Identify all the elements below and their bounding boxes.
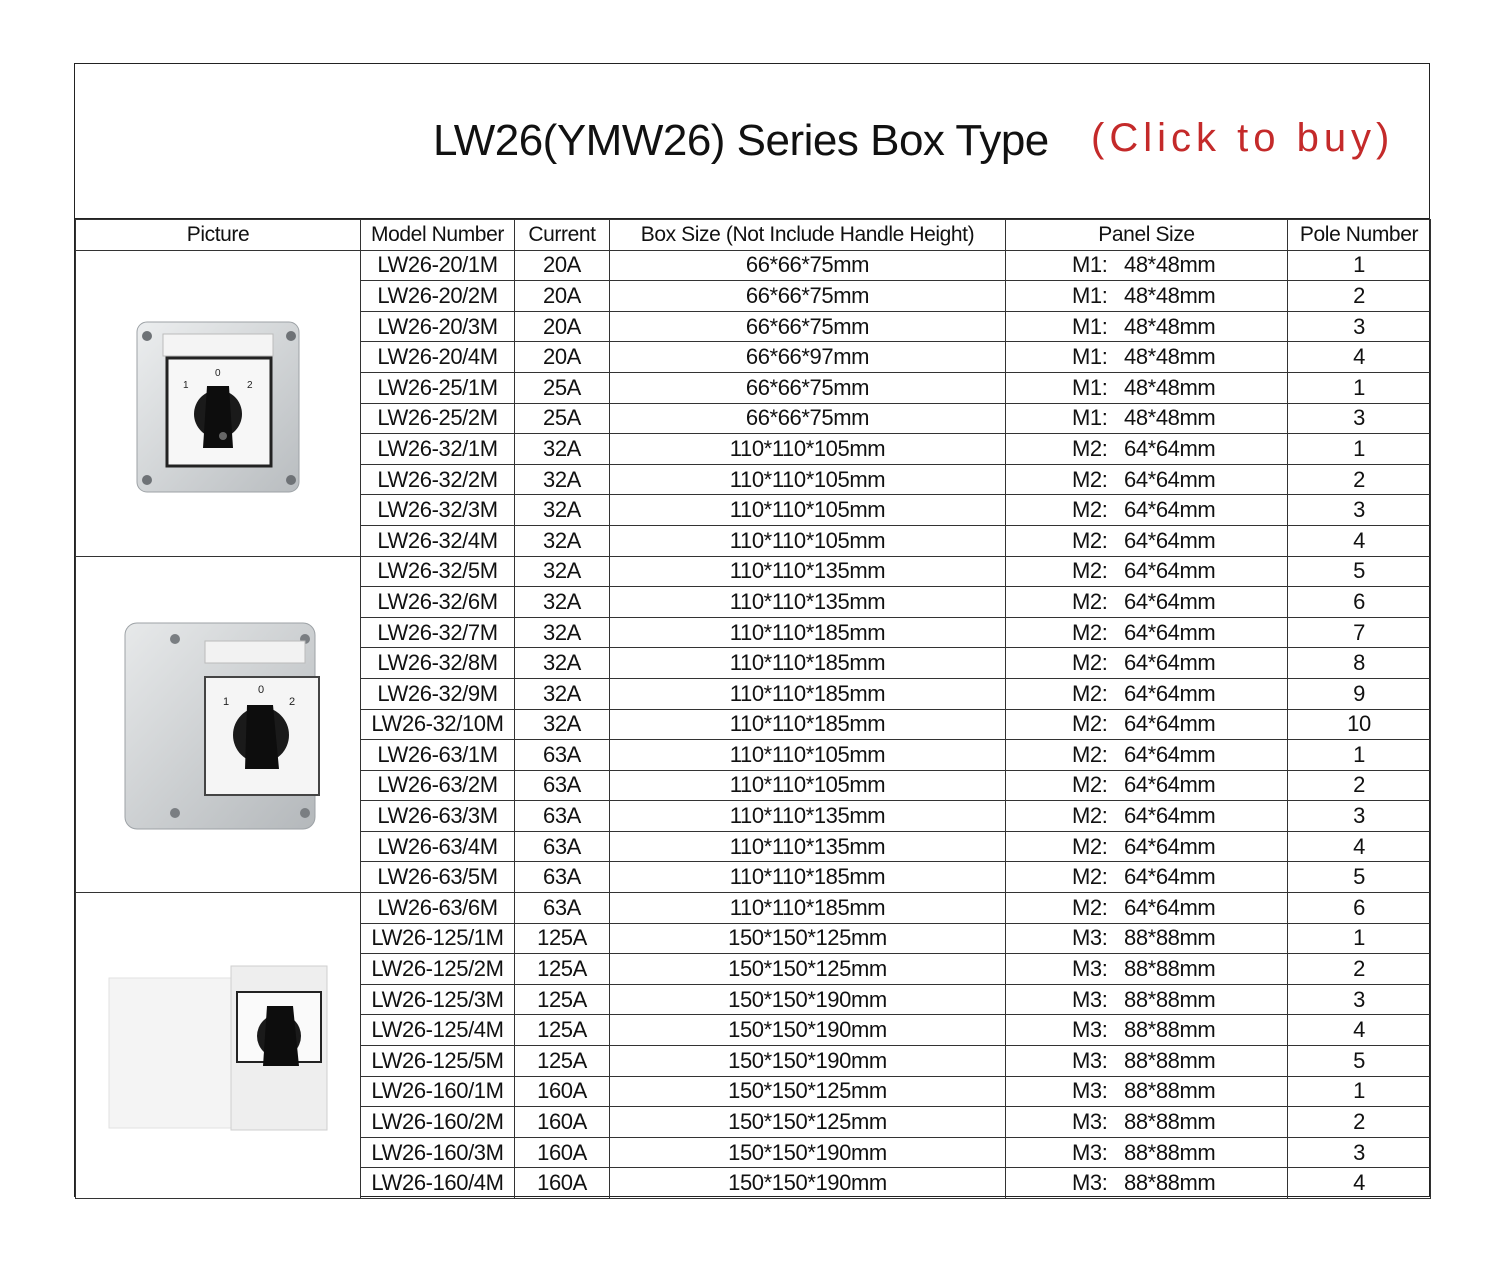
model-number-cell: LW26-125/3M	[361, 984, 515, 1015]
dial-mark-2: 2	[289, 696, 295, 709]
panel-size-cell	[1006, 1015, 1288, 1046]
table-row	[76, 250, 1431, 281]
pole-number-cell: 10	[1288, 709, 1431, 740]
current-cell: 63A	[515, 801, 610, 832]
pole-number-cell: 5	[1288, 556, 1431, 587]
panel-size-cell	[1006, 403, 1288, 434]
panel-dimension: 88*88mm	[1124, 1047, 1216, 1073]
panel-size-cell	[1006, 495, 1288, 526]
panel-size-cell	[1006, 342, 1288, 373]
panel-code: M3:	[1072, 1017, 1108, 1043]
pole-number-cell: 1	[1288, 923, 1431, 954]
panel-dimension: 64*64mm	[1124, 741, 1216, 767]
panel-dimension: 64*64mm	[1124, 772, 1216, 798]
page-title: LW26(YMW26) Series Box Type	[433, 116, 1049, 165]
box-size-cell: 110*110*105mm	[610, 434, 1006, 465]
box-size-cell: 150*150*190mm	[610, 1046, 1006, 1077]
model-number-cell: LW26-125/2M	[361, 954, 515, 985]
panel-dimension: 88*88mm	[1124, 1139, 1216, 1165]
header-picture: Picture	[76, 220, 361, 251]
panel-dimension: 88*88mm	[1124, 1017, 1216, 1043]
current-cell: 63A	[515, 893, 610, 924]
panel-dimension: 64*64mm	[1124, 588, 1216, 614]
current-cell: 63A	[515, 862, 610, 893]
current-cell: 160A	[515, 1168, 610, 1199]
panel-code: M1:	[1072, 374, 1108, 400]
pole-number-cell: 4	[1288, 525, 1431, 556]
panel-code: M1:	[1072, 344, 1108, 370]
panel-size-cell	[1006, 556, 1288, 587]
panel-dimension: 88*88mm	[1124, 986, 1216, 1012]
panel-code: M2:	[1072, 864, 1108, 890]
panel-size-cell	[1006, 770, 1288, 801]
panel-size-cell	[1006, 250, 1288, 281]
model-number-cell: LW26-32/6M	[361, 587, 515, 618]
current-cell: 63A	[515, 770, 610, 801]
header-current: Current	[515, 220, 610, 251]
current-cell: 32A	[515, 709, 610, 740]
box-size-cell: 150*150*125mm	[610, 1107, 1006, 1138]
panel-code: M3:	[1072, 1047, 1108, 1073]
model-number-cell: LW26-125/5M	[361, 1046, 515, 1077]
model-number-cell: LW26-63/1M	[361, 740, 515, 771]
model-number-cell: LW26-20/4M	[361, 342, 515, 373]
panel-size-cell	[1006, 372, 1288, 403]
model-number-cell: LW26-25/1M	[361, 372, 515, 403]
current-cell: 32A	[515, 495, 610, 526]
box-size-cell: 150*150*190mm	[610, 1137, 1006, 1168]
pole-number-cell: 2	[1288, 281, 1431, 312]
model-number-cell: LW26-32/9M	[361, 678, 515, 709]
current-cell: 32A	[515, 556, 610, 587]
model-number-cell: LW26-32/7M	[361, 617, 515, 648]
dial-mark-2: 2	[247, 380, 253, 392]
model-number-cell: LW26-32/5M	[361, 556, 515, 587]
panel-code: M1:	[1072, 282, 1108, 308]
model-number-cell: LW26-32/10M	[361, 709, 515, 740]
model-number-cell: LW26-160/1M	[361, 1076, 515, 1107]
box-size-cell: 110*110*135mm	[610, 801, 1006, 832]
box-size-cell: 150*150*190mm	[610, 1168, 1006, 1199]
panel-size-cell	[1006, 587, 1288, 618]
panel-code: M1:	[1072, 313, 1108, 339]
panel-dimension: 64*64mm	[1124, 650, 1216, 676]
current-cell: 63A	[515, 831, 610, 862]
model-number-cell: LW26-32/2M	[361, 464, 515, 495]
panel-code: M3:	[1072, 1109, 1108, 1135]
model-number-cell: LW26-32/1M	[361, 434, 515, 465]
panel-code: M2:	[1072, 833, 1108, 859]
panel-code: M2:	[1072, 588, 1108, 614]
box-size-cell: 110*110*135mm	[610, 831, 1006, 862]
box-size-cell: 110*110*105mm	[610, 464, 1006, 495]
panel-dimension: 48*48mm	[1124, 344, 1216, 370]
current-cell: 63A	[515, 740, 610, 771]
pole-number-cell: 1	[1288, 372, 1431, 403]
panel-size-cell	[1006, 740, 1288, 771]
pole-number-cell: 3	[1288, 403, 1431, 434]
panel-size-cell	[1006, 1076, 1288, 1107]
panel-code: M2:	[1072, 803, 1108, 829]
box-switch-medium-photo	[76, 609, 360, 839]
pole-number-cell: 2	[1288, 1107, 1431, 1138]
panel-size-cell	[1006, 311, 1288, 342]
panel-dimension: 64*64mm	[1124, 864, 1216, 890]
pole-number-cell: 8	[1288, 648, 1431, 679]
panel-dimension: 88*88mm	[1124, 925, 1216, 951]
panel-dimension: 64*64mm	[1124, 466, 1216, 492]
current-cell: 32A	[515, 678, 610, 709]
current-cell: 20A	[515, 250, 610, 281]
panel-size-cell	[1006, 281, 1288, 312]
panel-code: M3:	[1072, 956, 1108, 982]
box-size-cell: 150*150*190mm	[610, 984, 1006, 1015]
box-size-cell: 110*110*185mm	[610, 862, 1006, 893]
model-number-cell: LW26-20/2M	[361, 281, 515, 312]
panel-dimension: 48*48mm	[1124, 374, 1216, 400]
box-size-cell: 110*110*105mm	[610, 770, 1006, 801]
dial-mark-0: 0	[215, 368, 221, 380]
current-cell: 32A	[515, 464, 610, 495]
current-cell: 160A	[515, 1076, 610, 1107]
panel-size-cell	[1006, 893, 1288, 924]
model-number-cell: LW26-32/4M	[361, 525, 515, 556]
current-cell: 125A	[515, 954, 610, 985]
panel-code: M3:	[1072, 925, 1108, 951]
box-size-cell: 66*66*97mm	[610, 342, 1006, 373]
table-row	[76, 893, 1431, 924]
pole-number-cell: 5	[1288, 1046, 1431, 1077]
model-number-cell: LW26-20/3M	[361, 311, 515, 342]
picture-cell	[76, 556, 361, 893]
panel-size-cell	[1006, 617, 1288, 648]
panel-size-cell	[1006, 678, 1288, 709]
panel-code: M2:	[1072, 527, 1108, 553]
pole-number-cell: 4	[1288, 831, 1431, 862]
panel-code: M1:	[1072, 252, 1108, 278]
box-size-cell: 110*110*135mm	[610, 556, 1006, 587]
panel-dimension: 48*48mm	[1124, 313, 1216, 339]
panel-code: M2:	[1072, 650, 1108, 676]
panel-size-cell	[1006, 1168, 1288, 1199]
dial-mark-0: 0	[258, 684, 264, 697]
panel-code: M2:	[1072, 619, 1108, 645]
current-cell: 32A	[515, 434, 610, 465]
current-cell: 32A	[515, 525, 610, 556]
box-size-cell: 110*110*185mm	[610, 709, 1006, 740]
box-size-cell: 66*66*75mm	[610, 403, 1006, 434]
box-size-cell: 110*110*185mm	[610, 617, 1006, 648]
panel-code: M3:	[1072, 1170, 1108, 1196]
header-pole-number: Pole Number	[1288, 220, 1431, 251]
current-cell: 32A	[515, 587, 610, 618]
header-row	[76, 220, 1431, 251]
dial-mark-1: 1	[183, 380, 189, 392]
box-size-cell: 150*150*125mm	[610, 1076, 1006, 1107]
panel-dimension: 88*88mm	[1124, 1170, 1216, 1196]
box-switch-small-photo	[76, 308, 360, 498]
panel-dimension: 88*88mm	[1124, 1109, 1216, 1135]
panel-code: M3:	[1072, 986, 1108, 1012]
panel-size-cell	[1006, 923, 1288, 954]
pole-number-cell: 4	[1288, 342, 1431, 373]
model-number-cell: LW26-63/5M	[361, 862, 515, 893]
pole-number-cell: 3	[1288, 495, 1431, 526]
pole-number-cell: 5	[1288, 862, 1431, 893]
box-size-cell: 150*150*125mm	[610, 954, 1006, 985]
spec-table	[75, 219, 1431, 1199]
pole-number-cell: 2	[1288, 954, 1431, 985]
panel-dimension: 88*88mm	[1124, 1078, 1216, 1104]
box-size-cell: 150*150*125mm	[610, 923, 1006, 954]
panel-dimension: 48*48mm	[1124, 282, 1216, 308]
panel-dimension: 88*88mm	[1124, 956, 1216, 982]
title-bar	[75, 64, 1429, 219]
panel-code: M2:	[1072, 435, 1108, 461]
header-box-size: Box Size (Not Include Handle Height)	[610, 220, 1006, 251]
box-size-cell: 150*150*190mm	[610, 1015, 1006, 1046]
pole-number-cell: 6	[1288, 587, 1431, 618]
panel-code: M2:	[1072, 497, 1108, 523]
panel-size-cell	[1006, 831, 1288, 862]
box-size-cell: 66*66*75mm	[610, 372, 1006, 403]
current-cell: 20A	[515, 281, 610, 312]
panel-code: M3:	[1072, 1139, 1108, 1165]
model-number-cell: LW26-63/4M	[361, 831, 515, 862]
panel-size-cell	[1006, 1046, 1288, 1077]
pole-number-cell: 1	[1288, 740, 1431, 771]
panel-size-cell	[1006, 525, 1288, 556]
panel-size-cell	[1006, 984, 1288, 1015]
box-size-cell: 66*66*75mm	[610, 311, 1006, 342]
picture-cell	[76, 893, 361, 1199]
panel-dimension: 64*64mm	[1124, 894, 1216, 920]
pole-number-cell: 3	[1288, 801, 1431, 832]
panel-dimension: 64*64mm	[1124, 497, 1216, 523]
panel-code: M3:	[1072, 1078, 1108, 1104]
current-cell: 32A	[515, 617, 610, 648]
pole-number-cell: 1	[1288, 434, 1431, 465]
model-number-cell: LW26-32/8M	[361, 648, 515, 679]
current-cell: 125A	[515, 923, 610, 954]
panel-size-cell	[1006, 1137, 1288, 1168]
panel-size-cell	[1006, 648, 1288, 679]
panel-dimension: 48*48mm	[1124, 252, 1216, 278]
panel-size-cell	[1006, 1107, 1288, 1138]
panel-dimension: 48*48mm	[1124, 405, 1216, 431]
box-size-cell: 110*110*105mm	[610, 740, 1006, 771]
panel-size-cell	[1006, 464, 1288, 495]
panel-dimension: 64*64mm	[1124, 527, 1216, 553]
box-size-cell: 110*110*105mm	[610, 525, 1006, 556]
box-size-cell: 110*110*135mm	[610, 587, 1006, 618]
panel-code: M2:	[1072, 466, 1108, 492]
pole-number-cell: 3	[1288, 311, 1431, 342]
click-to-buy-link[interactable]: (Click to buy)	[1091, 116, 1395, 160]
panel-dimension: 64*64mm	[1124, 711, 1216, 737]
model-number-cell: LW26-63/3M	[361, 801, 515, 832]
model-number-cell: LW26-125/1M	[361, 923, 515, 954]
pole-number-cell: 7	[1288, 617, 1431, 648]
pole-number-cell: 1	[1288, 1076, 1431, 1107]
panel-dimension: 64*64mm	[1124, 619, 1216, 645]
picture-cell	[76, 250, 361, 556]
header-model-number: Model Number	[361, 220, 515, 251]
panel-size-cell	[1006, 709, 1288, 740]
current-cell: 125A	[515, 984, 610, 1015]
panel-size-cell	[1006, 801, 1288, 832]
current-cell: 160A	[515, 1107, 610, 1138]
panel-code: M2:	[1072, 711, 1108, 737]
model-number-cell: LW26-63/6M	[361, 893, 515, 924]
box-size-cell: 66*66*75mm	[610, 250, 1006, 281]
current-cell: 25A	[515, 403, 610, 434]
current-cell: 125A	[515, 1046, 610, 1077]
current-cell: 25A	[515, 372, 610, 403]
current-cell: 20A	[515, 311, 610, 342]
panel-code: M2:	[1072, 894, 1108, 920]
table-row	[76, 556, 1431, 587]
panel-dimension: 64*64mm	[1124, 803, 1216, 829]
model-number-cell: LW26-125/4M	[361, 1015, 515, 1046]
panel-code: M2:	[1072, 558, 1108, 584]
current-cell: 160A	[515, 1137, 610, 1168]
box-size-cell: 110*110*105mm	[610, 495, 1006, 526]
pole-number-cell: 3	[1288, 1137, 1431, 1168]
model-number-cell: LW26-160/4M	[361, 1168, 515, 1199]
model-number-cell: LW26-32/3M	[361, 495, 515, 526]
pole-number-cell: 1	[1288, 250, 1431, 281]
panel-code: M2:	[1072, 680, 1108, 706]
box-switch-large-photo	[76, 956, 360, 1136]
model-number-cell: LW26-20/1M	[361, 250, 515, 281]
box-size-cell: 110*110*185mm	[610, 648, 1006, 679]
current-cell: 125A	[515, 1015, 610, 1046]
model-number-cell: LW26-63/2M	[361, 770, 515, 801]
current-cell: 20A	[515, 342, 610, 373]
panel-size-cell	[1006, 954, 1288, 985]
panel-code: M1:	[1072, 405, 1108, 431]
model-number-cell: LW26-160/3M	[361, 1137, 515, 1168]
pole-number-cell: 4	[1288, 1168, 1431, 1199]
current-cell: 32A	[515, 648, 610, 679]
pole-number-cell: 6	[1288, 893, 1431, 924]
pole-number-cell: 2	[1288, 464, 1431, 495]
model-number-cell: LW26-160/2M	[361, 1107, 515, 1138]
pole-number-cell: 3	[1288, 984, 1431, 1015]
header-panel-size: Panel Size	[1006, 220, 1288, 251]
box-size-cell: 66*66*75mm	[610, 281, 1006, 312]
panel-dimension: 64*64mm	[1124, 680, 1216, 706]
model-number-cell: LW26-25/2M	[361, 403, 515, 434]
spec-table-body	[76, 250, 1431, 1198]
panel-dimension: 64*64mm	[1124, 833, 1216, 859]
panel-dimension: 64*64mm	[1124, 558, 1216, 584]
panel-code: M2:	[1072, 772, 1108, 798]
pole-number-cell: 2	[1288, 770, 1431, 801]
pole-number-cell: 9	[1288, 678, 1431, 709]
pole-number-cell: 4	[1288, 1015, 1431, 1046]
box-size-cell: 110*110*185mm	[610, 678, 1006, 709]
panel-size-cell	[1006, 862, 1288, 893]
panel-code: M2:	[1072, 741, 1108, 767]
box-size-cell: 110*110*185mm	[610, 893, 1006, 924]
spec-sheet	[74, 63, 1430, 1197]
dial-mark-1: 1	[223, 696, 229, 709]
panel-size-cell	[1006, 434, 1288, 465]
panel-dimension: 64*64mm	[1124, 435, 1216, 461]
